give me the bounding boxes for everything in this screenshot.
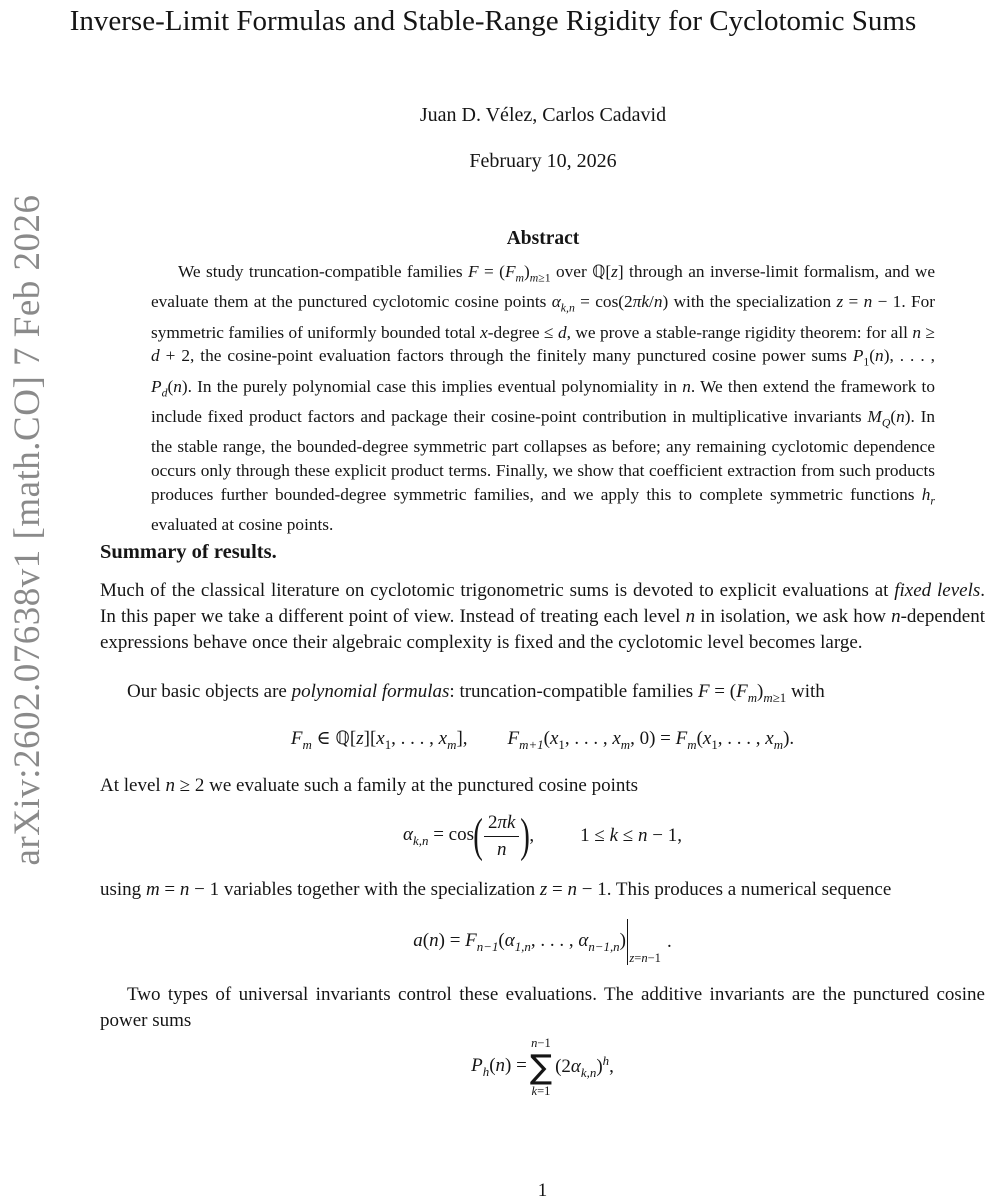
equation-cosine-comma: , <box>529 824 535 846</box>
equation-sequence-body: $a(n) = F_{n-1}(\alpha_{1,n}$, . . . , $\alpha_{n-1,n}$) <box>413 929 626 954</box>
equation-sequence-period: . <box>666 930 672 952</box>
equation-sequence <box>100 916 985 968</box>
sum-upper-limit: n−1 <box>531 1035 551 1050</box>
equation-cosine-left-side: $\alpha_{k,n} = \cos$ <box>403 823 474 848</box>
sum-lower-limit: k=1 <box>531 1083 551 1098</box>
paper-authors: Juan D. Vélez, Carlos Cadavid <box>419 104 667 126</box>
paragraph-intro: Much of the classical literature on cyclotomic trigonometric sums is devoted to explicit evaluations at fixed levels. In this paper we take a different point of view. Instead of treating each level n in isolation, we ask how n-dependent expressions behave once their algebraic complexity is fixed and the cyclotomic level becomes large. <box>100 580 985 654</box>
paragraph-basic-objects: Our basic objects are polynomial formulas: truncation-compatible families $F = (F_m)_{m\ge 1}$ with <box>127 681 825 705</box>
equation-truncation-family <box>100 727 985 754</box>
big-left-paren-icon: ( <box>473 809 483 862</box>
paragraph-using-variables: using m = n − 1 variables together with the specialization z = n − 1. This produces a numerical sequence <box>100 879 892 900</box>
abstract-heading: Abstract <box>506 228 580 249</box>
evaluation-bar-subscript: z=n−1 <box>629 950 661 965</box>
equation-power-left-side: $P_h(n)$ = <box>471 1054 527 1079</box>
paper-title: Inverse-Limit Formulas and Stable-Range Rigidity for Cyclotomic Sums <box>69 5 917 37</box>
equation-truncation-body: $F_m$ ∈ $ℚ[z][x_1$, . . . , $x_m$], $F_{m+1}(x_1$, . . . , $x_m$, $0) = F_m(x_1$, . . . , $x_m$). <box>290 728 795 752</box>
page-number: 1 <box>537 1180 548 1200</box>
big-right-paren-icon: ) <box>520 809 531 862</box>
paper-date: February 10, 2026 <box>469 150 617 172</box>
abstract-text: We study truncation-compatible families $F = (F_m)_{m\ge 1}$ over ℚ[z] through an inverse-limit formalism, and we evaluate them at the punctured cyclotomic cosine points $\alpha_{k,n} = \cos(2\pi k/n)$ with the specialization z = n − 1. For symmetric families of uniformly bounded total x-degree ≤ d, we prove a stable-range rigidity theorem: for all n ≥ d + 2, the cosine-point evaluation factors through the finitely many punctured cosine power sums $P_1(n)$, . . . , $P_d(n)$. In the purely polynomial case this implies eventual polynomiality in n. We then extend the framework to include fixed product factors and package their cosine-point contribution in multiplicative invariants $M_Q(n)$. In the stable range, the bounded-degree symmetric part collapses as before; any remaining cyclotomic dependence occurs only through these explicit product terms. Finally, we show that coefficient extraction from such products produces further bounded-degree symmetric families, and we apply this to complete symmetric functions $h_r$ evaluated at cosine points. <box>151 261 936 534</box>
equation-cosine-condition: 1 ≤ k ≤ n − 1, <box>580 824 682 846</box>
fraction-numerator: 2πk <box>484 812 519 837</box>
evaluation-bar-icon <box>627 919 628 965</box>
arxiv-watermark: arXiv:2602.07638v1 [math.CO] 7 Feb 2026 <box>7 194 48 866</box>
section-heading: Summary of results. <box>100 541 277 563</box>
sigma-icon: ∑ <box>529 1047 553 1087</box>
equation-power-sums <box>100 1032 985 1102</box>
summation <box>530 1035 552 1099</box>
paragraph-at-level: At level n ≥ 2 we evaluate such a family at the punctured cosine points <box>100 775 639 796</box>
paragraph-two-types: Two types of universal invariants control these evaluations. The additive invariants are the punctured cosine power sums <box>100 984 985 1032</box>
fraction <box>484 812 519 861</box>
fraction-denominator: n <box>496 838 507 860</box>
equation-power-right-side: $(2\alpha_{k,n})^h$, <box>555 1052 614 1080</box>
equation-cosine-points <box>100 802 985 870</box>
